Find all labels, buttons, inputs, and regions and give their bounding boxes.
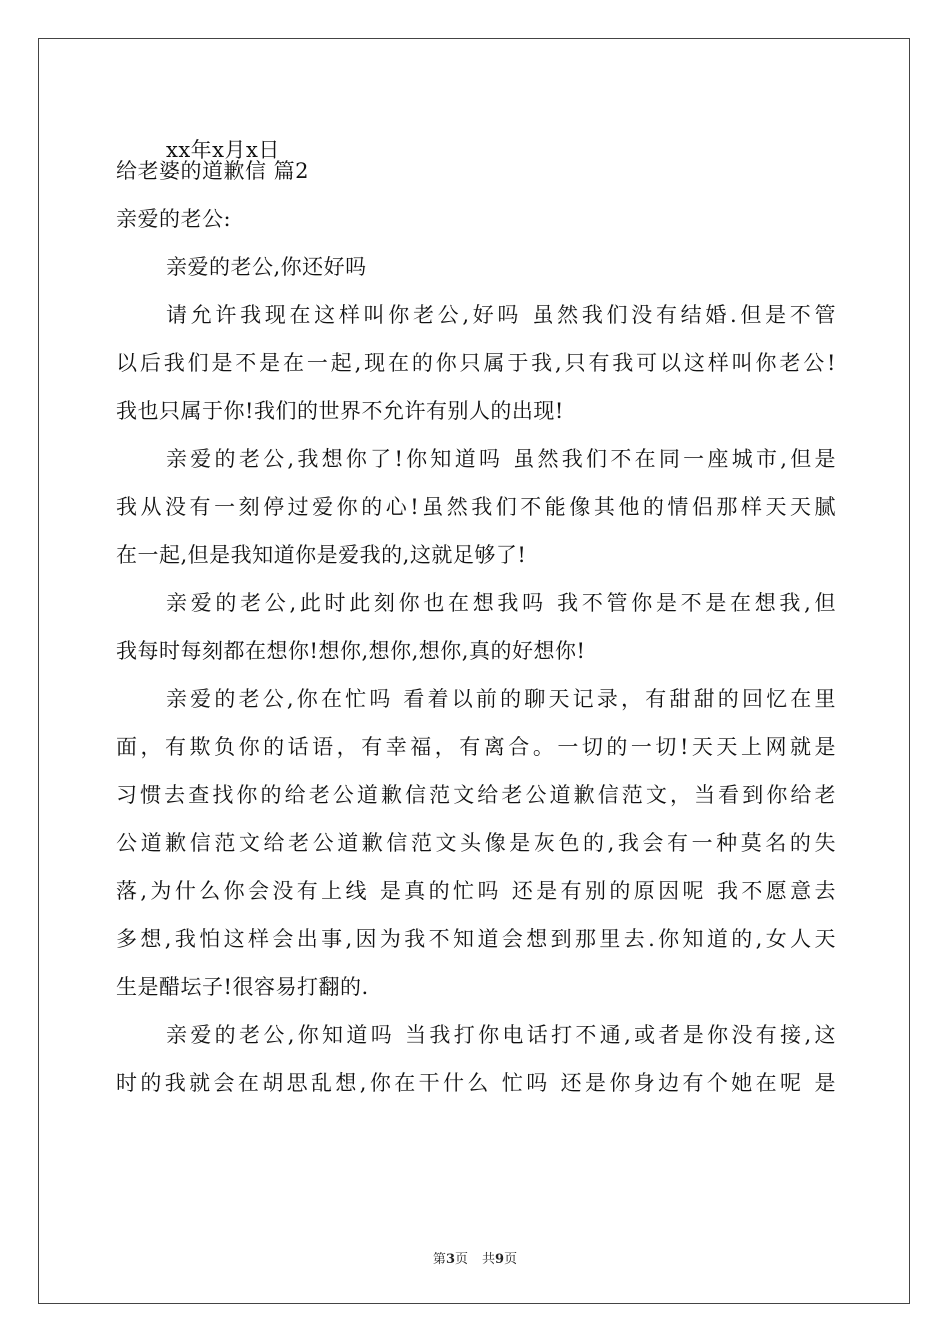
paragraph-line: 亲爱的老公,我想你了!你知道吗 虽然我们不在同一座城市,但是	[166, 447, 836, 471]
page-suffix: 页	[454, 1252, 468, 1267]
paragraph-line: 亲爱的老公,你知道吗 当我打你电话打不通,或者是你没有接,这	[166, 1023, 836, 1047]
paragraph-line: 面，有欺负你的话语，有幸福，有离合。一切的一切!天天上网就是	[116, 735, 836, 759]
paragraph-line: 习惯去查找你的给老公道歉信范文给老公道歉信范文，当看到你给老	[116, 783, 836, 807]
total-page-number: 9	[495, 1252, 505, 1267]
total-prefix: 共	[482, 1252, 496, 1267]
paragraph-line: 时的我就会在胡思乱想,你在干什么 忙吗 还是你身边有个她在呢 是	[116, 1071, 836, 1095]
date-line: xx年x月x日	[166, 138, 280, 162]
paragraph-line: 在一起,但是我知道你是爱我的,这就足够了!	[116, 543, 527, 567]
total-suffix: 页	[504, 1252, 518, 1267]
paragraph-line: 多想,我怕这样会出事,因为我不知道会想到那里去.你知道的,女人天	[116, 927, 836, 951]
page-footer	[0, 1248, 950, 1267]
paragraph-line: 我也只属于你!我们的世界不允许有别人的出现!	[116, 399, 564, 423]
page-prefix: 第	[432, 1252, 446, 1267]
salutation: 亲爱的老公:	[116, 207, 232, 231]
section-title: 给老婆的道歉信 篇2	[116, 159, 310, 183]
paragraph-line: 生是醋坛子!很容易打翻的.	[116, 975, 369, 999]
paragraph-line: 亲爱的老公,你还好吗	[166, 255, 367, 279]
current-page-number: 3	[445, 1252, 455, 1267]
paragraph-line: 公道歉信范文给老公道歉信范文头像是灰色的,我会有一种莫名的失	[116, 831, 836, 855]
paragraph-line: 亲爱的老公,你在忙吗 看着以前的聊天记录，有甜甜的回忆在里	[166, 687, 836, 711]
paragraph-line: 亲爱的老公,此时此刻你也在想我吗 我不管你是不是在想我,但	[166, 591, 836, 615]
paragraph-line: 我每时每刻都在想你!想你,想你,想你,真的好想你!	[116, 639, 586, 663]
paragraph-line: 落,为什么你会没有上线 是真的忙吗 还是有别的原因呢 我不愿意去	[116, 879, 836, 903]
paragraph-line: 我从没有一刻停过爱你的心!虽然我们不能像其他的情侣那样天天腻	[116, 495, 836, 519]
paragraph-line: 以后我们是不是在一起,现在的你只属于我,只有我可以这样叫你老公!	[116, 351, 836, 375]
paragraph-line: 请允许我现在这样叫你老公,好吗 虽然我们没有结婚.但是不管	[166, 303, 836, 327]
